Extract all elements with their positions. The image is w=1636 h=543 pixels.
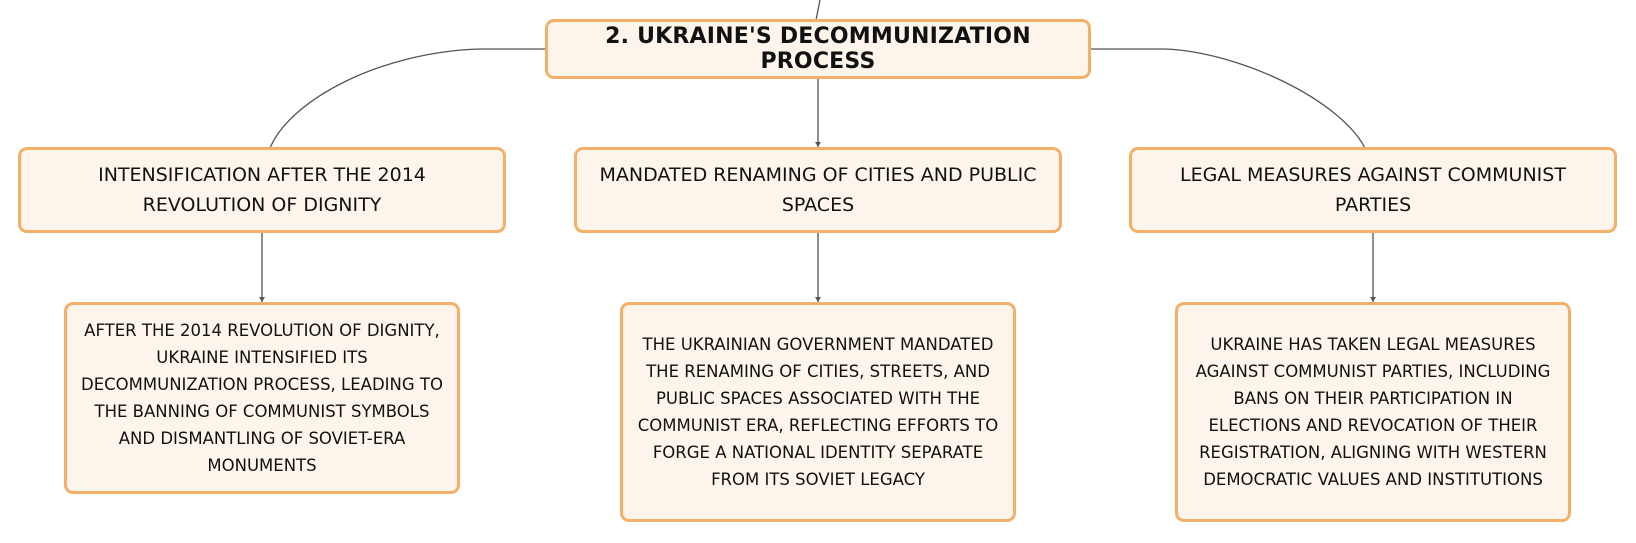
topic-node-2[interactable] <box>574 147 1062 233</box>
detail-node-3[interactable] <box>1175 302 1571 522</box>
connector-root-to-topic-1 <box>270 49 545 148</box>
detail-text: THE UKRAINIAN GOVERNMENT MANDATED THE RENAMING OF CITIES, STREETS, AND PUBLIC SPACES ASSOCIATED WITH THE COMMUNIST ERA, REFLECTING EFFORTS TO FORGE A NATIONAL IDENTITY SEPARATE FROM ITS SOVIET LEGACY <box>637 335 999 489</box>
detail-node-1[interactable] <box>64 302 460 494</box>
topic-label: LEGAL MEASURES AGAINST COMMUNIST PARTIES <box>1180 164 1566 216</box>
root-node[interactable] <box>545 19 1091 79</box>
parent-connector <box>816 0 820 20</box>
detail-node-2[interactable] <box>620 302 1016 522</box>
topic-label: MANDATED RENAMING OF CITIES AND PUBLIC SPACES <box>599 164 1037 216</box>
topic-label: INTENSIFICATION AFTER THE 2014 REVOLUTION OF DIGNITY <box>98 164 426 216</box>
topic-node-1[interactable] <box>18 147 506 233</box>
detail-text: AFTER THE 2014 REVOLUTION OF DIGNITY, UKRAINE INTENSIFIED ITS DECOMMUNIZATION PROCESS, LEADING TO THE BANNING OF COMMUNIST SYMBOLS AND DISMANTLING OF SOVIET-ERA MONUMENTS <box>81 321 443 475</box>
root-title: 2. UKRAINE'S DECOMMUNIZATION PROCESS <box>605 24 1031 74</box>
topic-node-3[interactable] <box>1129 147 1617 233</box>
connector-root-to-topic-3 <box>1091 49 1365 148</box>
detail-text: UKRAINE HAS TAKEN LEGAL MEASURES AGAINST COMMUNIST PARTIES, INCLUDING BANS ON THEIR PARTICIPATION IN ELECTIONS AND REVOCATION OF THEIR REGISTRATION, ALIGNING WITH WESTERN DEMOCRATIC VALUES AND INSTITUTIONS <box>1195 335 1551 489</box>
